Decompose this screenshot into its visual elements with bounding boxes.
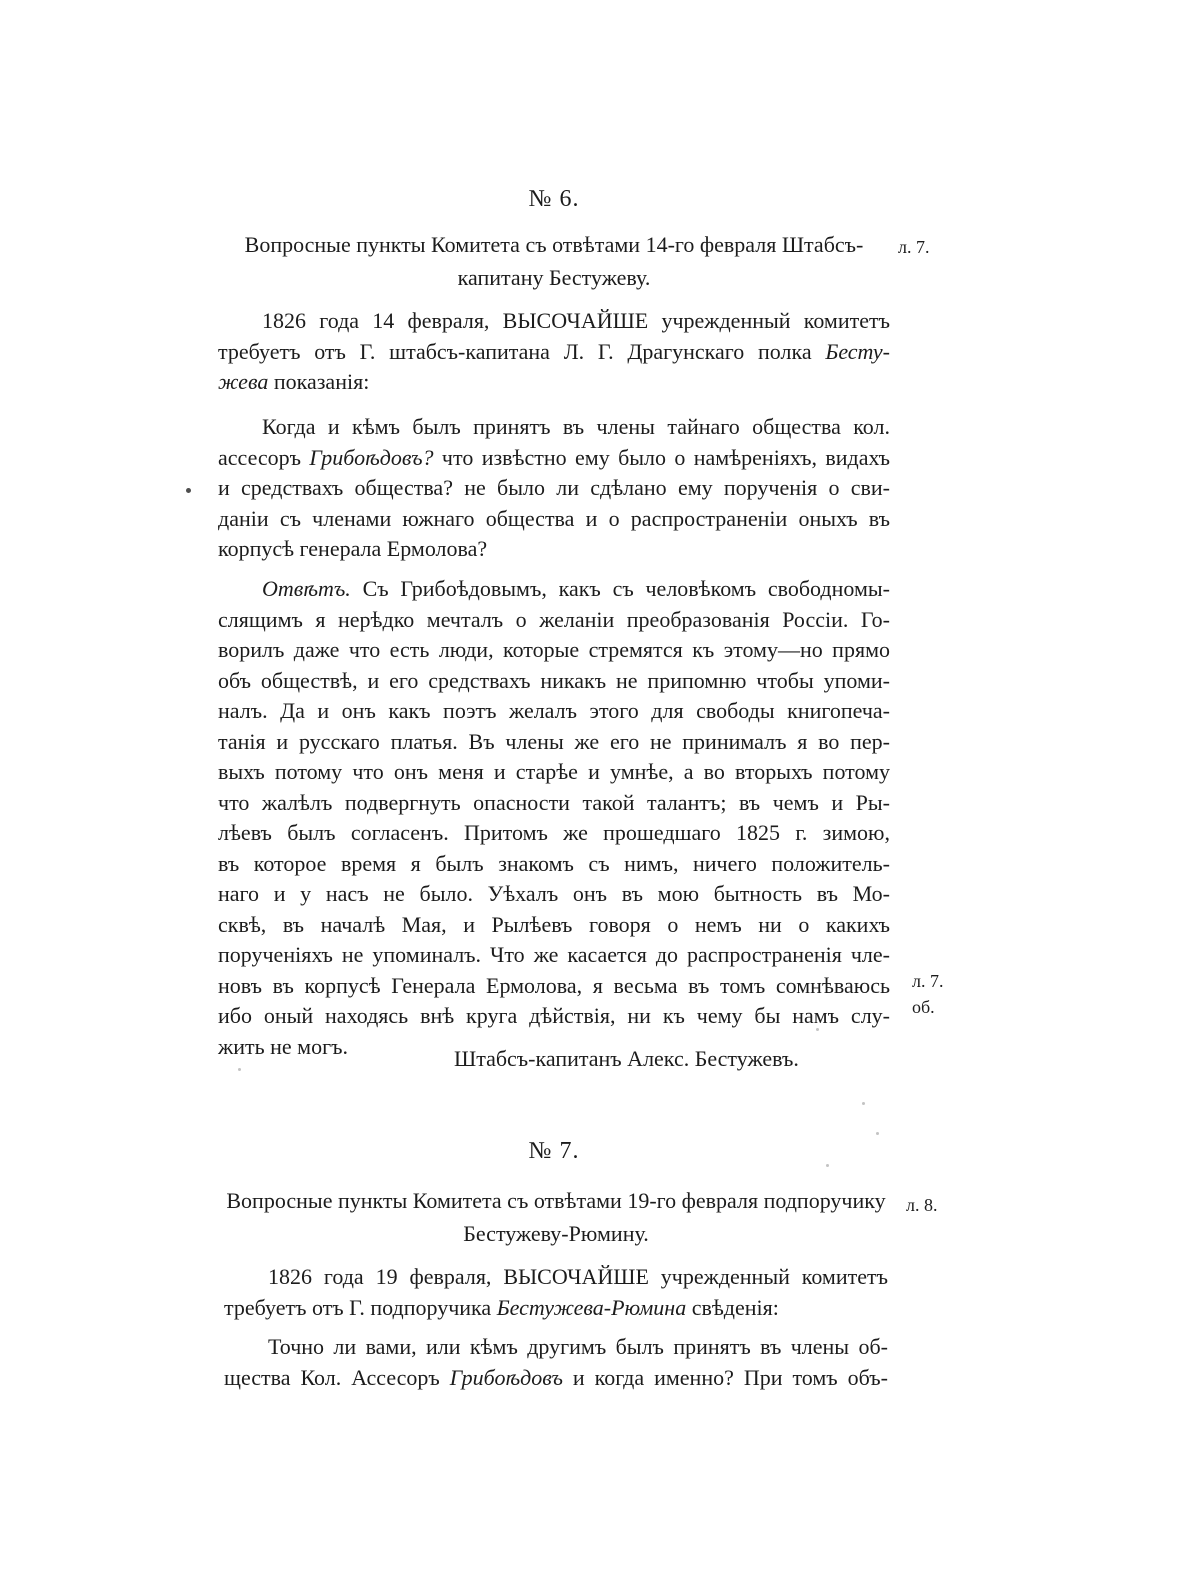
doc7-question-line2a: щества Кол. Ассесоръ — [224, 1364, 450, 1390]
doc7-intro-line2-italic: Бестужева-Рюмина — [496, 1294, 687, 1320]
doc6-answer-line16: жить не могъ. — [218, 1033, 348, 1059]
scan-speck — [876, 1132, 879, 1135]
doc7-question-line1: Точно ли вами, или кѣмъ другимъ былъ принятъ въ члены об- — [268, 1334, 888, 1359]
scan-speck — [238, 1068, 241, 1071]
doc6-signature: Штабсъ-капитанъ Алекс. Бестужевъ. — [454, 1046, 799, 1071]
doc6-answer-line1-text: Съ Грибоѣдовымъ, какъ съ человѣкомъ свободномы- — [350, 576, 890, 601]
doc6-question-line2b: что извѣстно ему было о намѣреніяхъ, видахъ — [433, 444, 890, 470]
doc6-answer-line11: наго и у насъ не было. Уѣхалъ онъ въ мою бытность въ Мо- — [218, 881, 890, 906]
doc7-intro — [224, 1262, 888, 1323]
doc6-answer — [218, 574, 890, 1062]
doc7-title — [224, 1184, 888, 1250]
doc6-answer-line9: лѣевъ былъ согласенъ. Притомъ же прошедшаго 1825 г. зимою, — [218, 820, 890, 845]
doc6-answer-line7: выхъ потому что онъ меня и старѣе и умнѣе, а во вторыхъ потому — [218, 759, 890, 784]
doc6-answer-line8: что жалѣлъ подвергнуть опасности такой талантъ; въ чемъ и Ры- — [218, 789, 890, 815]
doc7-intro-line1: 1826 года 19 февраля, ВЫСОЧАЙШЕ учрежденный комитетъ — [268, 1264, 888, 1289]
doc6-answer-line6: танія и русскаго платья. Въ члены же его не принималъ я во пер- — [218, 728, 890, 754]
doc6-answer-line15: ибо оный находясь внѣ круга дѣйствія, ни къ чему бы намъ слу- — [218, 1003, 890, 1028]
doc7-intro-line2a: требуетъ отъ Г. подпоручика — [224, 1294, 497, 1320]
doc6-title — [218, 228, 890, 294]
doc7-number: № 7. — [528, 1138, 580, 1164]
doc7-intro-line2 — [224, 1293, 888, 1324]
doc6-question-line5: корпусѣ генерала Ермолова? — [218, 536, 488, 561]
doc7-intro-line2b: свѣденія: — [686, 1294, 779, 1320]
doc6-margin-note2-line1: л. 7. — [912, 971, 944, 991]
doc6-intro-line2 — [218, 337, 890, 368]
scan-speck — [826, 1164, 829, 1167]
doc6-intro-line1: 1826 года 14 февраля, ВЫСОЧАЙШЕ учрежденный комитетъ — [262, 308, 890, 333]
doc6-question-line4: даніи съ членами южнаго общества и о распространеніи оныхъ въ — [218, 505, 890, 531]
doc6-question — [218, 412, 890, 565]
doc7-question — [224, 1332, 888, 1393]
doc7-title-line2: Бестужеву-Рюмину. — [463, 1221, 649, 1246]
doc6-answer-line10: въ которое время я былъ знакомъ съ нимъ, ничего положитель- — [218, 850, 890, 876]
doc6-answer-line12: сквѣ, въ началѣ Мая, и Рылѣевъ говоря о немъ ни о какихъ — [218, 911, 890, 937]
doc6-answer-line3: ворилъ даже что есть люди, которые стремятся къ этому—но прямо — [218, 637, 890, 662]
doc6-answer-line13: порученіяхъ не упоминалъ. Что же касается до распространенія чле- — [218, 942, 890, 967]
doc6-intro-line3 — [218, 367, 890, 398]
doc7-question-line2b: и когда именно? При томъ объ- — [562, 1364, 889, 1390]
doc6-question-line3: и средствахъ общества? не было ли сдѣлано ему порученія о сви- — [218, 475, 890, 500]
doc6-number: № 6. — [528, 186, 580, 212]
doc6-intro-line2-italic: Бесту- — [825, 338, 890, 364]
doc6-answer-label: Отвѣтъ. — [262, 576, 351, 601]
doc6-question-line1: Когда и кѣмъ былъ принятъ въ члены тайнаго общества кол. — [262, 414, 890, 439]
doc6-question-line2-italic: Грибоѣдовъ? — [309, 444, 434, 470]
doc6-answer-line2: слящимъ я нерѣдко мечталъ о желаніи преобразованія Россіи. Го- — [218, 606, 890, 632]
doc6-title-line1: Вопросные пункты Комитета съ отвѣтами 14-го февраля Штабсъ- — [244, 232, 864, 257]
scan-speck — [816, 1028, 819, 1031]
doc6-margin-note2 — [912, 968, 943, 1020]
doc6-intro-line3-text: показанія: — [268, 369, 370, 394]
doc6-answer-line4: объ обществѣ, и его средствахъ никакъ не припомню чтобы упоми- — [218, 667, 890, 693]
doc6-question-line2 — [218, 443, 890, 474]
doc6-answer-line14: новъ въ корпусѣ Генерала Ермолова, я весьма въ томъ сомнѣваюсь — [218, 972, 890, 998]
doc6-margin-note: л. 7. — [898, 237, 930, 257]
doc7-margin-note: л. 8. — [906, 1195, 938, 1215]
doc6-title-line2: капитану Бестужеву. — [457, 265, 651, 290]
doc7-title-line1: Вопросные пункты Комитета съ отвѣтами 19-го февраля подпоручику — [226, 1188, 886, 1213]
doc6-intro-line2-text: требуетъ отъ Г. штабсъ-капитана Л. Г. Драгунскаго полка — [218, 338, 826, 364]
doc6-margin-note2-line2: об. — [912, 997, 935, 1017]
scan-speck — [862, 1102, 865, 1105]
doc6-intro — [218, 306, 890, 398]
doc6-intro-line3-italic: жева — [218, 369, 269, 394]
scan-speck — [186, 488, 191, 493]
doc6-question-line2a: ассесоръ — [218, 444, 310, 470]
doc6-answer-line1 — [218, 574, 890, 605]
doc7-question-line2-italic: Грибоѣдовъ — [449, 1364, 563, 1390]
doc6-answer-line5: налъ. Да и онъ какъ поэтъ желалъ этого для свободы книгопеча- — [218, 698, 890, 723]
doc7-question-line2 — [224, 1363, 888, 1394]
